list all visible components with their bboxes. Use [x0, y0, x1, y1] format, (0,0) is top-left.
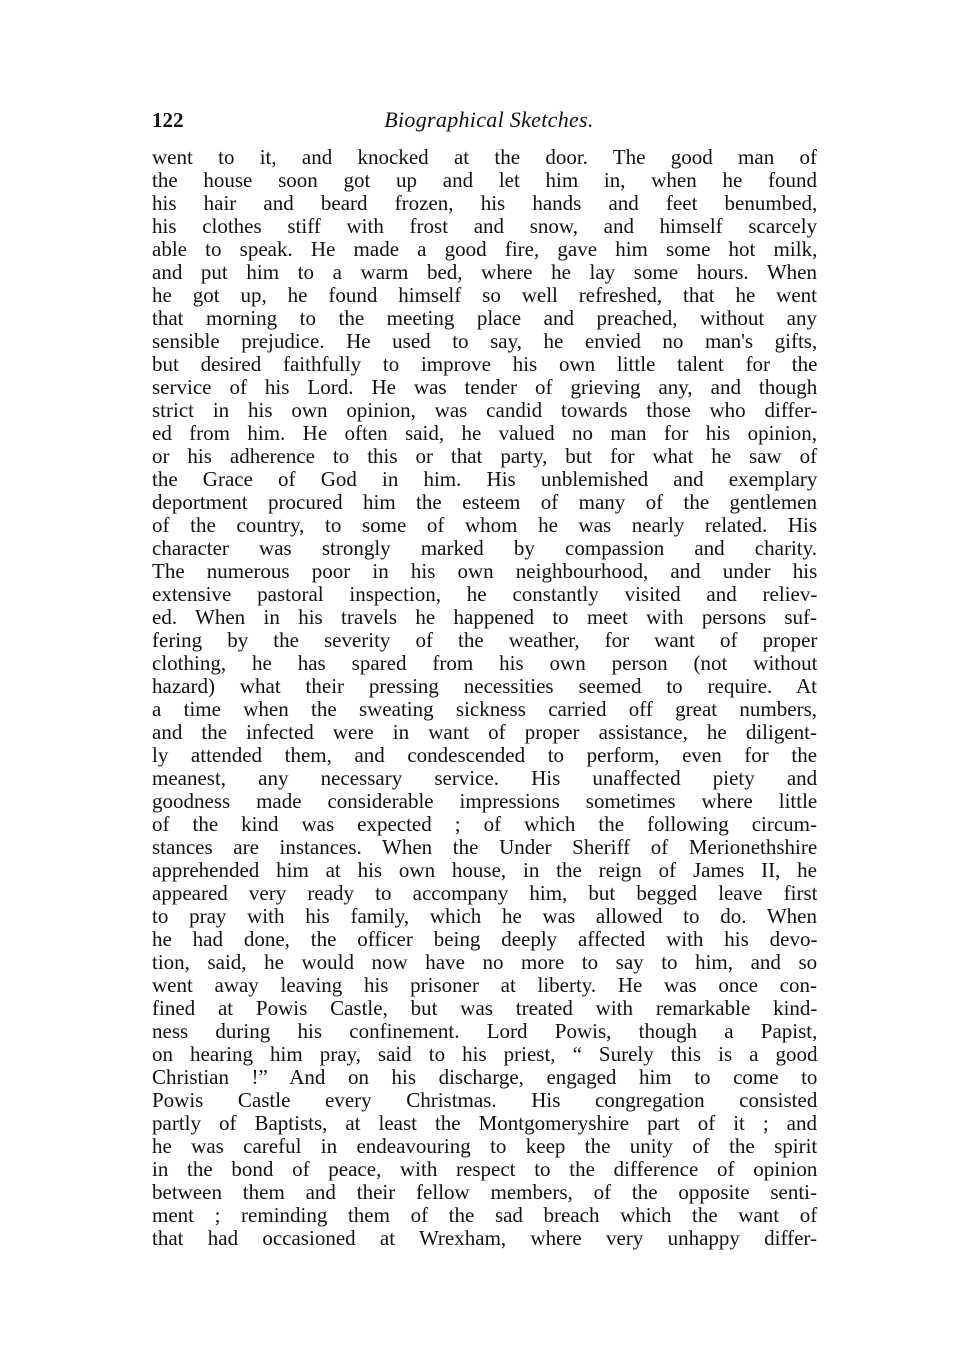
text-line: and the infected were in want of proper assistance, he diligent- — [152, 720, 817, 744]
text-line: went away leaving his prisoner at liberty. He was once con- — [152, 973, 817, 997]
text-line: tion, said, he would now have no more to say to him, and so — [152, 950, 818, 974]
text-line: stances are instances. When the Under Sheriff of Merionethshire — [152, 835, 818, 859]
text-line: that had occasioned at Wrexham, where very unhappy differ- — [152, 1226, 817, 1250]
text-line: his hair and beard frozen, his hands and feet benumbed, — [152, 191, 818, 215]
text-line: apprehended him at his own house, in the reign of James II, he — [152, 858, 817, 882]
running-title: Biographical Sketches. — [384, 107, 594, 132]
text-line: hazard) what their pressing necessities seemed to require. At — [152, 674, 817, 698]
running-head — [150, 106, 816, 134]
text-line: a time when the sweating sickness carried off great numbers, — [152, 697, 817, 721]
text-line: clothing, he has spared from his own person (not without — [152, 651, 818, 675]
text-line: appeared very ready to accompany him, but begged leave first — [152, 881, 818, 905]
text-line: in the bond of peace, with respect to the difference of opinion — [152, 1157, 818, 1181]
text-line: the house soon got up and let him in, when he found — [152, 168, 817, 192]
text-line: but desired faithfully to improve his own little talent for the — [152, 352, 818, 376]
text-line: able to speak. He made a good fire, gave him some hot milk, — [152, 237, 818, 261]
text-line: partly of Baptists, at least the Montgomeryshire part of it ; and — [152, 1111, 817, 1135]
text-line: he was careful in endeavouring to keep the unity of the spirit — [152, 1134, 818, 1158]
text-line: to pray with his family, which he was allowed to do. When — [152, 904, 817, 928]
text-line: went to it, and knocked at the door. The good man of — [152, 145, 817, 169]
text-line: fined at Powis Castle, but was treated with remarkable kind- — [152, 996, 818, 1020]
text-line: character was strongly marked by compassion and charity. — [152, 536, 817, 560]
text-line: he had done, the officer being deeply affected with his devo- — [152, 927, 818, 951]
text-line: between them and their fellow members, of the opposite senti- — [152, 1180, 817, 1204]
text-line: extensive pastoral inspection, he constantly visited and reliev- — [152, 582, 818, 606]
text-line: ed from him. He often said, he valued no man for his opinion, — [152, 421, 817, 445]
text-line: sensible prejudice. He used to say, he envied no man's gifts, — [152, 329, 818, 353]
text-line: ment ; reminding them of the sad breach which the want of — [152, 1203, 818, 1227]
text-line: ness during his confinement. Lord Powis, though a Papist, — [152, 1019, 818, 1043]
text-line: The numerous poor in his own neighbourhood, and under his — [152, 559, 818, 583]
text-line: on hearing him pray, said to his priest, “ Surely this is a good — [152, 1042, 818, 1066]
text-line: of the kind was expected ; of which the following circum- — [152, 812, 817, 836]
text-line: goodness made considerable impressions sometimes where little — [152, 789, 818, 813]
text-line: he got up, he found himself so well refreshed, that he went — [152, 283, 817, 307]
text-line: or his adherence to this or that party, but for what he saw of — [152, 444, 818, 468]
text-line: service of his Lord. He was tender of grieving any, and though — [152, 375, 818, 399]
text-line: ed. When in his travels he happened to meet with persons suf- — [152, 605, 817, 629]
text-line: the Grace of God in him. His unblemished and exemplary — [152, 467, 818, 491]
text-line: ly attended them, and condescended to perform, even for the — [152, 743, 818, 767]
text-line: of the country, to some of whom he was nearly related. His — [152, 513, 818, 537]
text-line: and put him to a warm bed, where he lay some hours. When — [152, 260, 817, 284]
page-number: 122 — [152, 108, 184, 132]
text-line: fering by the severity of the weather, for want of proper — [152, 628, 818, 652]
text-line: meanest, any necessary service. His unaffected piety and — [152, 766, 818, 790]
text-line: strict in his own opinion, was candid towards those who differ- — [152, 398, 818, 422]
text-line: his clothes stiff with frost and snow, and himself scarcely — [152, 214, 818, 238]
body-text — [152, 146, 817, 1250]
text-line: that morning to the meeting place and preached, without any — [152, 306, 817, 330]
text-line: deportment procured him the esteem of many of the gentlemen — [152, 490, 817, 514]
text-line: Christian !” And on his discharge, engaged him to come to — [152, 1065, 818, 1089]
text-line: Powis Castle every Christmas. His congregation consisted — [152, 1088, 818, 1112]
